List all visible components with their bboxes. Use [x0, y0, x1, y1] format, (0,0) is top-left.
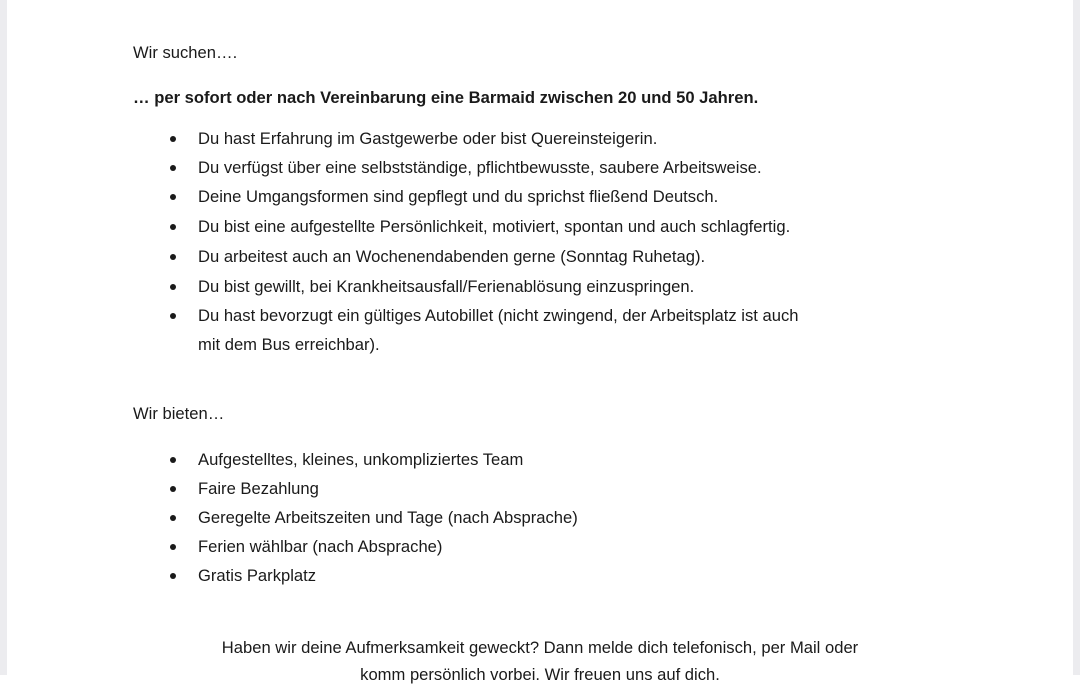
list-item: Aufgestelltes, kleines, unkompliziertes Team: [198, 450, 524, 469]
list-item: Deine Umgangsformen sind gepflegt und du sprichst fließend Deutsch.: [198, 187, 719, 206]
bullet-icon: [170, 284, 176, 290]
page-edge-right: [1073, 0, 1080, 675]
list-item: Du bist gewillt, bei Krankheitsausfall/Ferienablösung einzuspringen.: [198, 277, 695, 296]
subheading: … per sofort oder nach Vereinbarung eine Barmaid zwischen 20 und 50 Jahren.: [133, 88, 759, 107]
bullet-icon: [170, 194, 176, 200]
list-item: Ferien wählbar (nach Absprache): [198, 537, 443, 556]
list-item: Geregelte Arbeitszeiten und Tage (nach Absprache): [198, 508, 578, 527]
list-item: Du hast Erfahrung im Gastgewerbe oder bist Quereinsteigerin.: [198, 129, 658, 148]
bullet-icon: [170, 544, 176, 550]
list-item: Gratis Parkplatz: [198, 566, 317, 585]
bullet-icon: [170, 254, 176, 260]
list-item: Du hast bevorzugt ein gültiges Autobillet (nicht zwingend, der Arbeitsplatz ist auch: [198, 306, 799, 325]
bullet-icon: [170, 515, 176, 521]
bullet-icon: [170, 486, 176, 492]
page-edge-left: [0, 0, 7, 675]
bullet-icon: [170, 573, 176, 579]
list-item: Du bist eine aufgestellte Persönlichkeit, motiviert, spontan und auch schlagfertig.: [198, 217, 791, 236]
bullet-icon: [170, 136, 176, 142]
list-item: Faire Bezahlung: [198, 479, 319, 498]
bullet-icon: [170, 313, 176, 319]
list-item: Du arbeitest auch an Wochenendabenden gerne (Sonntag Ruhetag).: [198, 247, 706, 266]
bullet-icon: [170, 457, 176, 463]
closing-line-1: Haben wir deine Aufmerksamkeit geweckt? Dann melde dich telefonisch, per Mail oder: [221, 638, 859, 657]
bullet-icon: [170, 165, 176, 171]
heading-search: Wir suchen….: [133, 43, 238, 62]
closing-line-2: komm persönlich vorbei. Wir freuen uns auf dich.: [360, 665, 720, 684]
heading-offer: Wir bieten…: [133, 404, 225, 423]
list-item: Du verfügst über eine selbstständige, pflichtbewusste, saubere Arbeitsweise.: [198, 158, 762, 177]
bullet-icon: [170, 224, 176, 230]
list-item-continuation: mit dem Bus erreichbar).: [198, 335, 380, 354]
